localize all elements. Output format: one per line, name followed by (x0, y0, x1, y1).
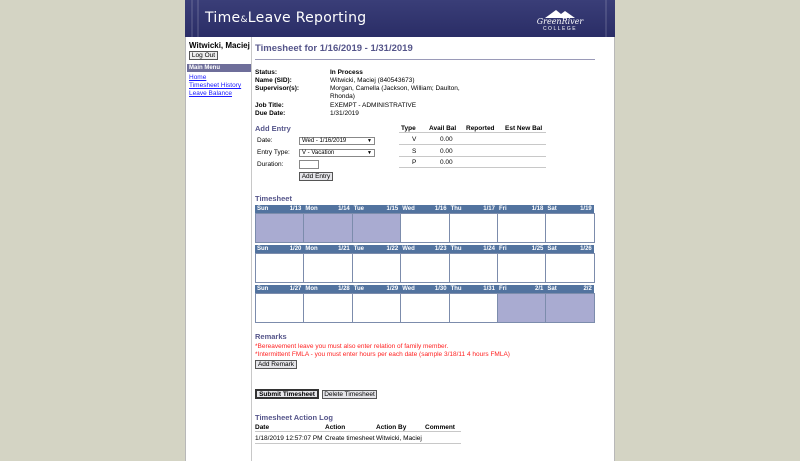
day-header (545, 205, 593, 213)
delete-timesheet-button[interactable]: Delete Timesheet (322, 390, 377, 399)
day-date: 1/18 (531, 206, 544, 212)
day-cell (255, 213, 304, 243)
title-divider (255, 59, 595, 60)
day-name: Fri (499, 206, 507, 212)
week-header-row (255, 245, 594, 253)
add-entry-heading: Add Entry (255, 124, 291, 133)
day-cell[interactable] (497, 253, 546, 283)
day-header (400, 205, 448, 213)
day-name: Thu (450, 286, 462, 292)
day-header (303, 205, 351, 213)
day-cell[interactable] (400, 213, 449, 243)
day-name: Wed (402, 246, 415, 252)
day-name: Tue (353, 246, 365, 252)
supervisor-value-line1: Morgan, Camella (Jackson, William; Daulton, (330, 85, 460, 92)
day-name: Sun (257, 246, 269, 252)
day-date: 1/29 (386, 286, 399, 292)
balance-type: P (412, 159, 417, 166)
due-date-label: Due Date: (255, 110, 286, 117)
log-header-action-by: Action By (376, 424, 407, 431)
day-cell[interactable] (303, 293, 352, 323)
balance-header-type: Type (401, 125, 416, 132)
balance-type: V (412, 136, 417, 143)
day-header (303, 285, 351, 293)
day-name: Tue (353, 206, 365, 212)
status-value: In Process (330, 69, 363, 76)
day-cell[interactable] (400, 253, 449, 283)
day-cell[interactable] (255, 253, 304, 283)
day-name: Mon (305, 206, 318, 212)
week-header-row (255, 285, 594, 293)
page-header (0, 0, 800, 37)
day-header (449, 205, 497, 213)
balance-header-avail: Avail Bal (429, 125, 457, 132)
day-cell (352, 213, 401, 243)
day-cell[interactable] (449, 253, 498, 283)
day-cell[interactable] (352, 293, 401, 323)
main-content (255, 37, 613, 461)
day-name: Thu (450, 206, 462, 212)
day-cell[interactable] (352, 253, 401, 283)
day-header (449, 245, 497, 253)
day-date: 1/17 (483, 206, 495, 212)
day-name: Wed (402, 206, 415, 212)
balance-header-est-new: Est New Bal (505, 125, 543, 132)
log-action-by: Witwicki, Maciej (376, 435, 422, 442)
day-date: 1/15 (386, 206, 399, 212)
duration-input[interactable] (299, 160, 319, 169)
day-header (255, 245, 303, 253)
page-title: Timesheet for 1/16/2019 - 1/31/2019 (255, 43, 413, 54)
job-title-value: EXEMPT - ADMINISTRATIVE (330, 102, 417, 109)
day-cell (545, 293, 594, 323)
due-date-value: 1/31/2019 (330, 110, 359, 117)
sidebar-link-home[interactable]: Home (189, 74, 207, 81)
day-name: Tue (353, 286, 365, 292)
date-label: Date: (257, 137, 273, 144)
day-date: 1/13 (289, 206, 302, 212)
day-date: 1/31 (483, 286, 495, 292)
day-date: 1/14 (338, 206, 350, 212)
day-date: 2/1 (535, 286, 544, 292)
balance-avail: 0.00 (440, 159, 453, 166)
day-cell[interactable] (449, 213, 498, 243)
day-name: Wed (402, 286, 415, 292)
remark-note-bereavement: *Bereavement leave you must also enter relation of family member. (255, 343, 449, 350)
balance-avail: 0.00 (440, 136, 453, 143)
day-header (545, 245, 593, 253)
sidebar-link-timesheet-history[interactable]: Timesheet History (189, 82, 242, 89)
day-name: Sat (547, 286, 557, 292)
day-header (352, 285, 400, 293)
day-date: 2/2 (583, 286, 592, 292)
sidebar-link-leave-balance[interactable]: Leave Balance (189, 90, 233, 97)
day-cell[interactable] (449, 293, 498, 323)
day-name: Sat (547, 246, 557, 252)
header-banner (185, 0, 615, 37)
day-cell[interactable] (255, 293, 304, 323)
day-date: 1/27 (289, 286, 302, 292)
duration-label: Duration: (257, 161, 284, 168)
day-date: 1/20 (289, 246, 302, 252)
day-cell[interactable] (303, 253, 352, 283)
day-name: Thu (450, 246, 462, 252)
day-date: 1/22 (386, 246, 399, 252)
action-log-heading: Timesheet Action Log (255, 413, 333, 422)
main-menu-heading: Main Menu (187, 64, 251, 72)
status-label: Status: (255, 69, 278, 76)
day-cell (497, 293, 546, 323)
user-name: Witwicki, Maciej (189, 41, 250, 50)
day-header (545, 285, 593, 293)
supervisor-value-line2: Rhonda) (330, 93, 355, 100)
dropdown-arrow-icon: ▼ (367, 138, 372, 144)
log-action: Create timesheet (325, 435, 375, 442)
day-cell[interactable] (400, 293, 449, 323)
timesheet-heading: Timesheet (255, 194, 292, 203)
day-date: 1/25 (531, 246, 544, 252)
dropdown-arrow-icon: ▼ (367, 150, 372, 156)
day-date: 1/21 (338, 246, 350, 252)
day-name: Mon (305, 246, 318, 252)
add-entry-button[interactable]: Add Entry (299, 172, 333, 181)
day-cell[interactable] (545, 253, 594, 283)
date-select[interactable]: Wed - 1/16/2019 ▼ (299, 137, 375, 145)
day-name: Mon (305, 286, 318, 292)
day-date: 1/30 (434, 286, 447, 292)
day-date: 1/19 (580, 206, 592, 212)
logout-button[interactable]: Log Out (189, 51, 218, 60)
day-cell[interactable] (545, 213, 594, 243)
day-header (497, 205, 545, 213)
submit-timesheet-button[interactable]: Submit Timesheet (255, 389, 319, 399)
day-date: 1/26 (580, 246, 592, 252)
day-header (400, 245, 448, 253)
day-header (497, 285, 545, 293)
log-date: 1/18/2019 12:57:07 PM (255, 435, 323, 442)
log-header-action: Action (325, 424, 346, 431)
balance-avail: 0.00 (440, 148, 453, 155)
day-header (255, 285, 303, 293)
day-date: 1/28 (338, 286, 350, 292)
entry-type-select[interactable]: V - Vacation ▼ (299, 149, 375, 157)
day-header (255, 205, 303, 213)
entry-type-label: Entry Type: (257, 149, 290, 156)
day-name: Sun (257, 206, 269, 212)
day-name: Fri (499, 286, 507, 292)
app-title: Time&Leave Reporting (205, 10, 367, 26)
day-cell (303, 213, 352, 243)
day-name: Fri (499, 246, 507, 252)
week-header-row (255, 205, 594, 213)
college-logo: GreenRiver COLLEGE (527, 9, 593, 33)
add-remark-button[interactable]: Add Remark (255, 360, 297, 369)
day-date: 1/24 (483, 246, 495, 252)
name-label: Name (SID): (255, 77, 292, 84)
day-header (352, 205, 400, 213)
day-header (303, 245, 351, 253)
log-header-comment: Comment (425, 424, 455, 431)
day-date: 1/16 (434, 206, 447, 212)
remarks-heading: Remarks (255, 332, 287, 341)
page-frame (185, 37, 615, 461)
day-cell[interactable] (497, 213, 546, 243)
day-date: 1/23 (434, 246, 447, 252)
name-value: Witwicki, Maciej (840543673) (330, 77, 415, 84)
balance-type: S (412, 148, 417, 155)
day-name: Sat (547, 206, 557, 212)
balance-header-reported: Reported (466, 125, 495, 132)
log-header-date: Date (255, 424, 270, 431)
day-header (449, 285, 497, 293)
day-header (352, 245, 400, 253)
supervisor-label: Supervisor(s): (255, 85, 300, 92)
day-header (497, 245, 545, 253)
day-name: Sun (257, 286, 269, 292)
remark-note-fmla: *Intermittent FMLA - you must enter hours per each date (sample 3/18/11 4 hours FMLA) (255, 351, 510, 358)
day-header (400, 285, 448, 293)
job-title-label: Job Title: (255, 102, 284, 109)
sidebar (186, 37, 252, 461)
